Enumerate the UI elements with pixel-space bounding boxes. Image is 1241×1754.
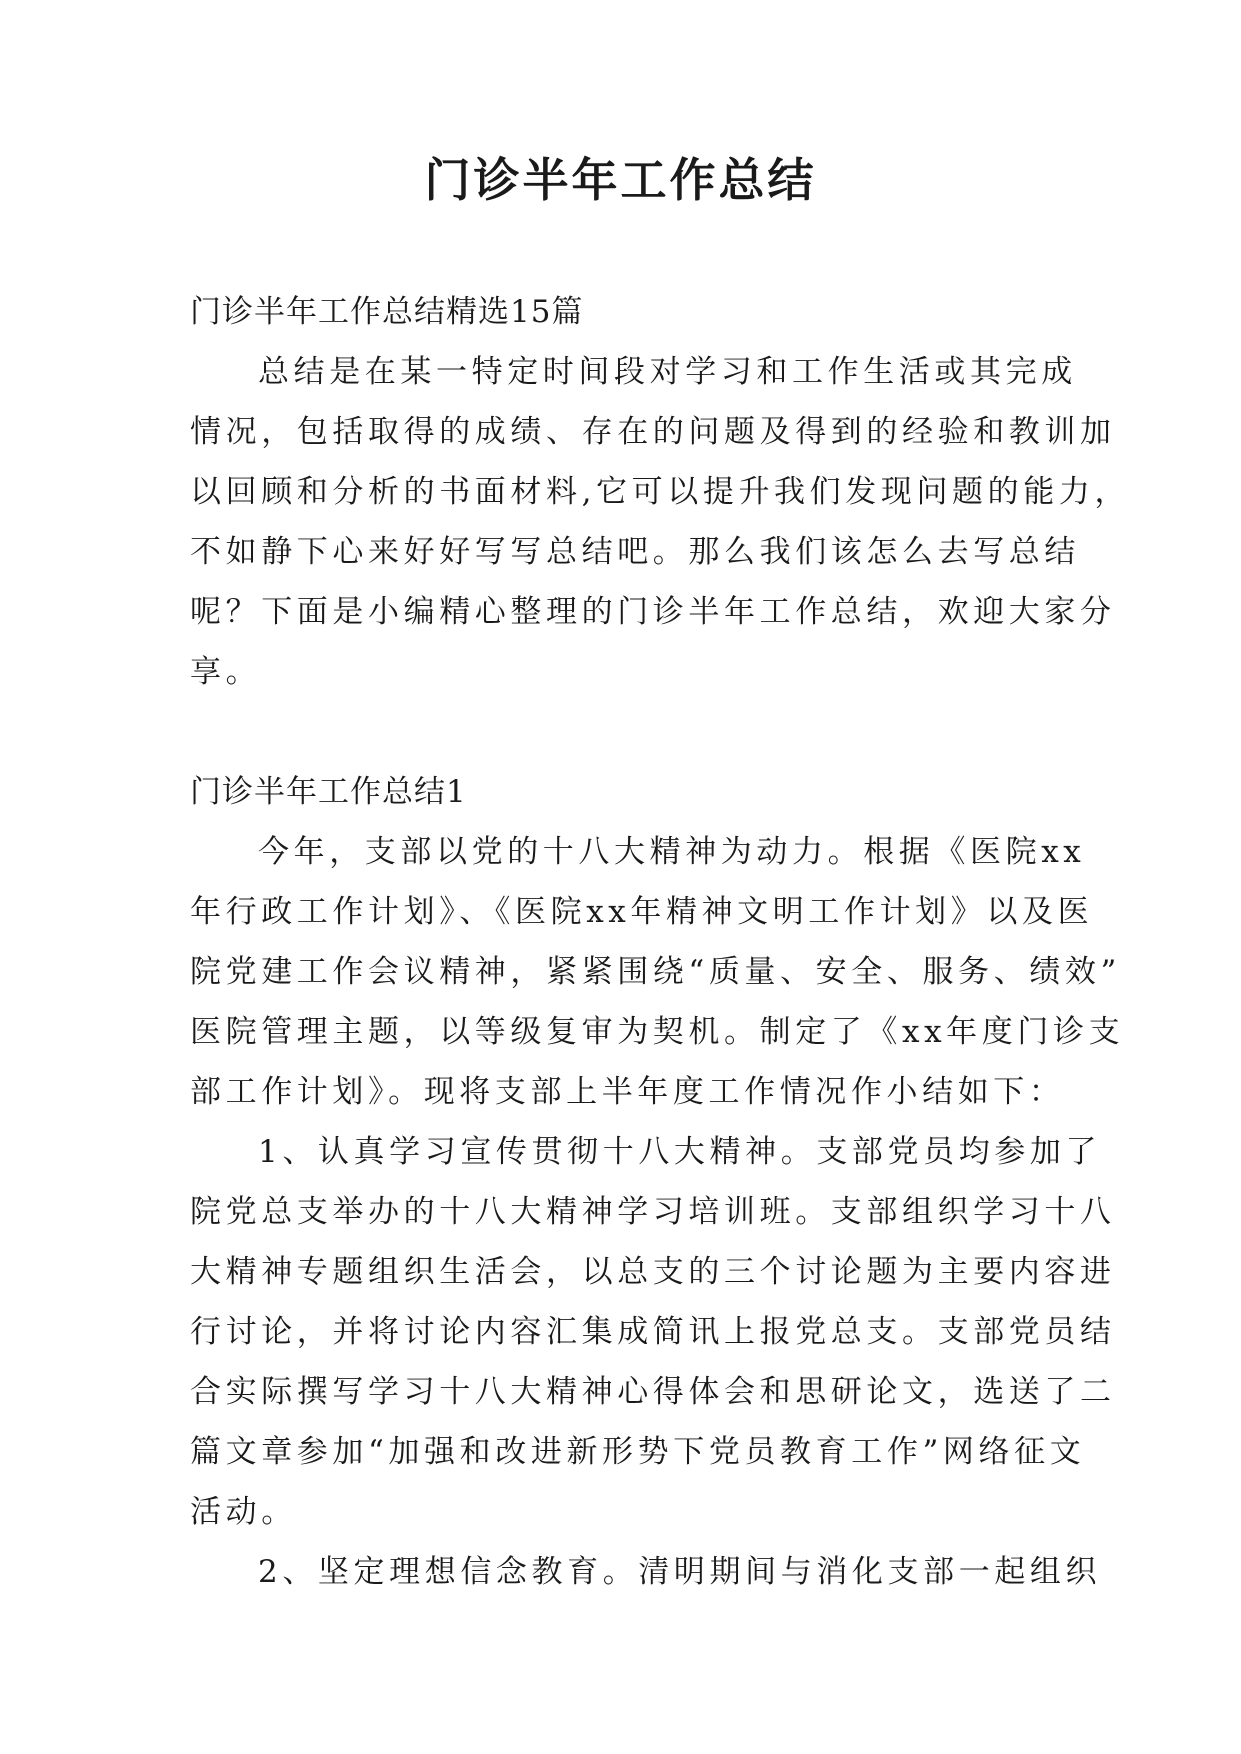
section1-paragraph-1 xyxy=(190,822,1125,1122)
document-body xyxy=(190,282,1131,1602)
paragraph-line: 合实际撰写学习十八大精神心得体会和思研论文，选送了二 xyxy=(190,1374,1116,1410)
paragraph-line: 院党建工作会议精神，紧紧围绕“质量、安全、服务、绩效” xyxy=(190,954,1121,990)
paragraph-line: 不如静下心来好好写写总结吧。那么我们该怎么去写总结 xyxy=(190,534,1080,570)
section-heading: 门诊半年工作总结1 xyxy=(190,774,467,810)
paragraph-line: 医院管理主题，以等级复审为契机。制定了《xx年度门诊支 xyxy=(190,1014,1125,1050)
document-subtitle: 门诊半年工作总结精选15篇 xyxy=(190,294,584,330)
paragraph-line: 部工作计划》。现将支部上半年度工作情况作小结如下： xyxy=(190,1074,1065,1110)
paragraph-line: 以回顾和分析的书面材料,它可以提升我们发现问题的能力， xyxy=(190,474,1131,510)
document-title: 门诊半年工作总结 xyxy=(424,153,817,207)
paragraph-line: 篇文章参加“加强和改进新形势下党员教育工作”网络征文 xyxy=(190,1434,1086,1470)
paragraph-line: 院党总支举办的十八大精神学习培训班。支部组织学习十八 xyxy=(190,1194,1116,1230)
paragraph-line: 行讨论，并将讨论内容汇集成简讯上报党总支。支部党员结 xyxy=(190,1314,1116,1350)
paragraph-line: 年行政工作计划》、《医院xx年精神文明工作计划》以及医 xyxy=(190,894,1094,930)
paragraph-line: 总结是在某一特定时间段对学习和工作生活或其完成 xyxy=(258,354,1077,390)
paragraph-line: 2、坚定理想信念教育。清明期间与消化支部一起组织 xyxy=(258,1554,1102,1590)
section1-paragraph-3 xyxy=(190,1542,1102,1602)
paragraph-line: 今年，支部以党的十八大精神为动力。根据《医院xx xyxy=(258,834,1086,870)
paragraph-line: 活动。 xyxy=(190,1494,297,1530)
blank-line xyxy=(190,702,1050,762)
intro-paragraph xyxy=(190,342,1131,702)
paragraph-line: 情况，包括取得的成绩、存在的问题及得到的经验和教训加 xyxy=(190,414,1116,450)
paragraph-line: 1、认真学习宣传贯彻十八大精神。支部党员均参加了 xyxy=(258,1134,1102,1170)
paragraph-line: 呢？下面是小编精心整理的门诊半年工作总结，欢迎大家分 xyxy=(190,594,1116,630)
section1-paragraph-2 xyxy=(190,1122,1116,1542)
paragraph-line: 享。 xyxy=(190,654,262,690)
paragraph-line: 大精神专题组织生活会，以总支的三个讨论题为主要内容进 xyxy=(190,1254,1116,1290)
